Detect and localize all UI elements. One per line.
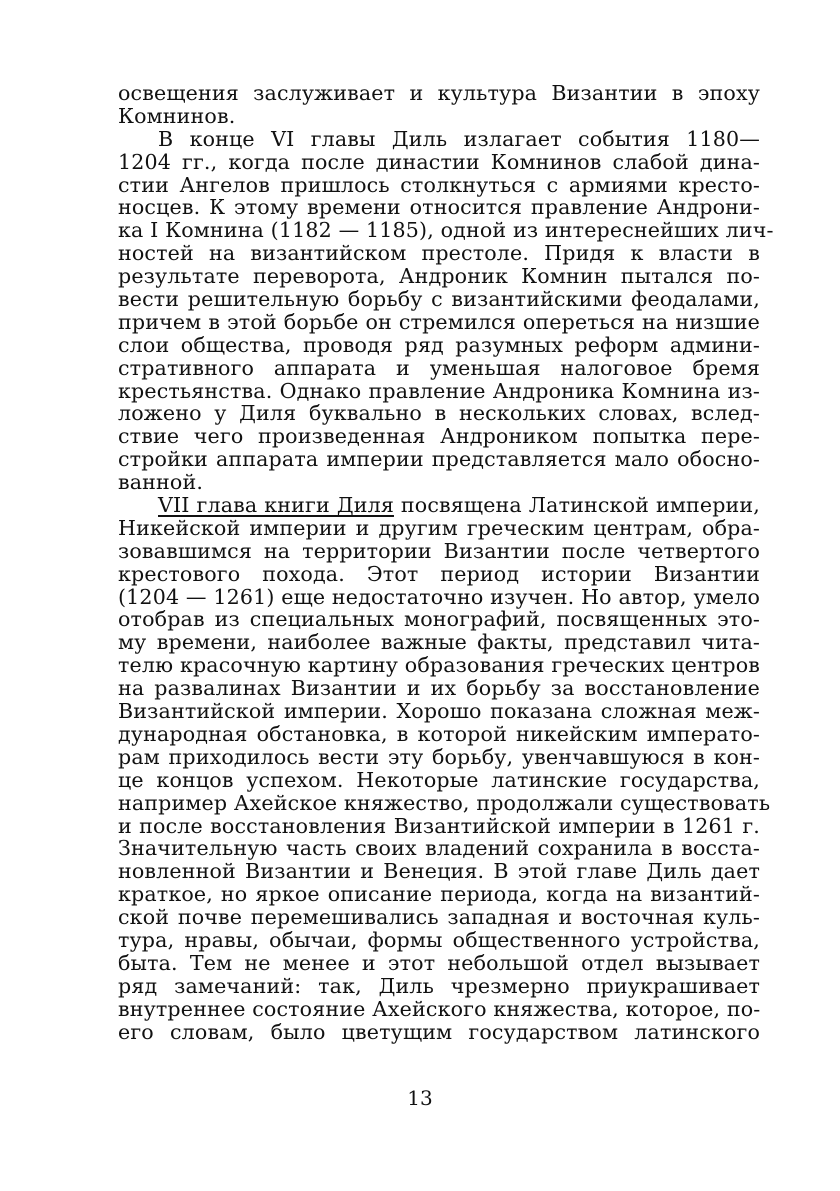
line-text: В конце VI главы Диль излагает события 1180— xyxy=(158,126,760,151)
text-line xyxy=(118,402,760,425)
line-text: стративного аппарата и уменьшая налоговое бремя xyxy=(118,355,760,380)
line-text: отобрав из специальных монографий, посвященных это- xyxy=(118,607,760,632)
text-line xyxy=(118,608,760,631)
line-text: краткое, но яркое описание периода, когда на византий- xyxy=(118,882,760,907)
line-text: и после восстановления Византийской империи в 1261 г. xyxy=(118,813,760,838)
line-text: стройки аппарата империи представляется мало обосно- xyxy=(118,447,760,472)
text-line xyxy=(118,380,760,403)
line-text: внутреннее состояние Ахейского княжества, которое, по- xyxy=(118,996,761,1021)
line-text: новленной Византии и Венеция. В этой главе Диль дает xyxy=(118,859,760,884)
line-text: тура, нравы, обычаи, формы общественного устройства, xyxy=(118,927,760,952)
text-line xyxy=(118,196,760,219)
text-line xyxy=(118,723,760,746)
text-line xyxy=(118,174,760,197)
line-text: Никейской империи и другим греческим центрам, обра- xyxy=(118,515,760,540)
text-line xyxy=(118,654,760,677)
text-line xyxy=(118,334,760,357)
line-text: му времени, наиболее важные факты, представил чита- xyxy=(118,630,760,655)
line-text: ряд замечаний: так, Диль чрезмерно приукрашивает xyxy=(118,973,760,998)
text-line xyxy=(118,540,760,563)
text-line xyxy=(118,1021,760,1044)
page-body xyxy=(118,81,774,1044)
line-text: дународная обстановка, в которой никейским императо- xyxy=(118,721,760,746)
line-text: ностей на византийском престоле. Придя к власти в xyxy=(118,241,760,266)
line-text: ствие чего произведенная Андроником попытка пере- xyxy=(118,424,760,449)
line-text: его словам, было цветущим государством латинского xyxy=(118,1019,760,1044)
text-line xyxy=(118,151,760,174)
text-line xyxy=(118,517,760,540)
text-line xyxy=(118,746,760,769)
line-text: быта. Тем не менее и этот небольшой отдел вызывает xyxy=(118,950,760,975)
line-text: ка I Комнина (1182 — 1185), одной из интереснейших лич- xyxy=(118,218,774,243)
line-text: крестового похода. Этот период истории Византии xyxy=(118,561,760,586)
text-line xyxy=(118,952,760,975)
text-line xyxy=(118,906,760,929)
text-line xyxy=(118,357,760,380)
text-line xyxy=(118,586,760,609)
text-line xyxy=(118,425,760,448)
line-text: носцев. К этому времени относится правление Андрони- xyxy=(118,195,760,220)
text-line xyxy=(118,82,760,105)
text-line xyxy=(118,311,760,334)
line-text: Значительную часть своих владений сохранила в восста- xyxy=(118,836,760,861)
line-text: посвящена Латинской империи, xyxy=(393,493,760,518)
text-line xyxy=(118,494,760,517)
text-line xyxy=(118,288,760,311)
text-line xyxy=(118,998,760,1021)
text-line xyxy=(118,218,774,243)
line-text: Византийской империи. Хорошо показана сложная меж- xyxy=(118,699,760,724)
text-line xyxy=(118,677,760,700)
line-text: зовавшимся на территории Византии после четвертого xyxy=(118,538,760,563)
text-line xyxy=(118,790,771,815)
text-line xyxy=(118,837,760,860)
line-text: Комнинов. xyxy=(118,103,236,128)
text-line xyxy=(118,700,760,723)
line-text: рам приходилось вести эту борьбу, увенчавшуюся в кон- xyxy=(118,744,760,769)
line-text: (1204 — 1261) еще недостаточно изучен. Но автор, умело xyxy=(118,584,760,609)
text-line xyxy=(118,815,760,838)
line-text: ской почве перемешивались западная и восточная куль- xyxy=(118,905,760,930)
line-text: 1204 гг., когда после династии Комнинов слабой дина- xyxy=(118,149,760,174)
line-text: ванной. xyxy=(118,470,204,495)
line-text: слои общества, проводя ряд разумных реформ админи- xyxy=(118,332,760,357)
line-text: це концов успехом. Некоторые латинские государства, xyxy=(118,767,760,792)
text-line xyxy=(118,128,760,151)
line-text: например Ахейское княжество, продолжали существовать xyxy=(118,790,771,815)
line-text: стии Ангелов пришлось столкнуться с армиями кресто- xyxy=(118,172,760,197)
line-text: вести решительную борьбу с византийскими феодалами, xyxy=(118,287,760,312)
text-line xyxy=(118,975,760,998)
text-line xyxy=(118,929,760,952)
line-text: телю красочную картину образования греческих центров xyxy=(118,653,760,678)
page-number: 13 xyxy=(407,1086,433,1110)
text-line xyxy=(118,631,760,654)
line-text: ложено у Диля буквально в нескольких словах, вслед- xyxy=(118,401,760,426)
text-line xyxy=(118,769,760,792)
text-line xyxy=(118,883,760,906)
text-line xyxy=(118,265,760,288)
line-text: крестьянства. Однако правление Андроника Комнина из- xyxy=(118,378,760,403)
line-text: освещения заслуживает и культура Византии в эпоху xyxy=(118,81,760,105)
text-line xyxy=(118,563,760,586)
text-line xyxy=(118,242,760,265)
line-text: на развалинах Византии и их борьбу за восстановление xyxy=(118,676,760,701)
line-text: результате переворота, Андроник Комнин пытался по- xyxy=(118,264,760,289)
text-line xyxy=(118,860,760,883)
text-line xyxy=(118,448,760,471)
line-text: причем в этой борьбе он стремился опереться на низшие xyxy=(118,309,760,334)
underlined-phrase: VII глава книги Диля xyxy=(158,493,394,518)
text-line xyxy=(118,105,760,128)
text-line xyxy=(118,471,760,494)
